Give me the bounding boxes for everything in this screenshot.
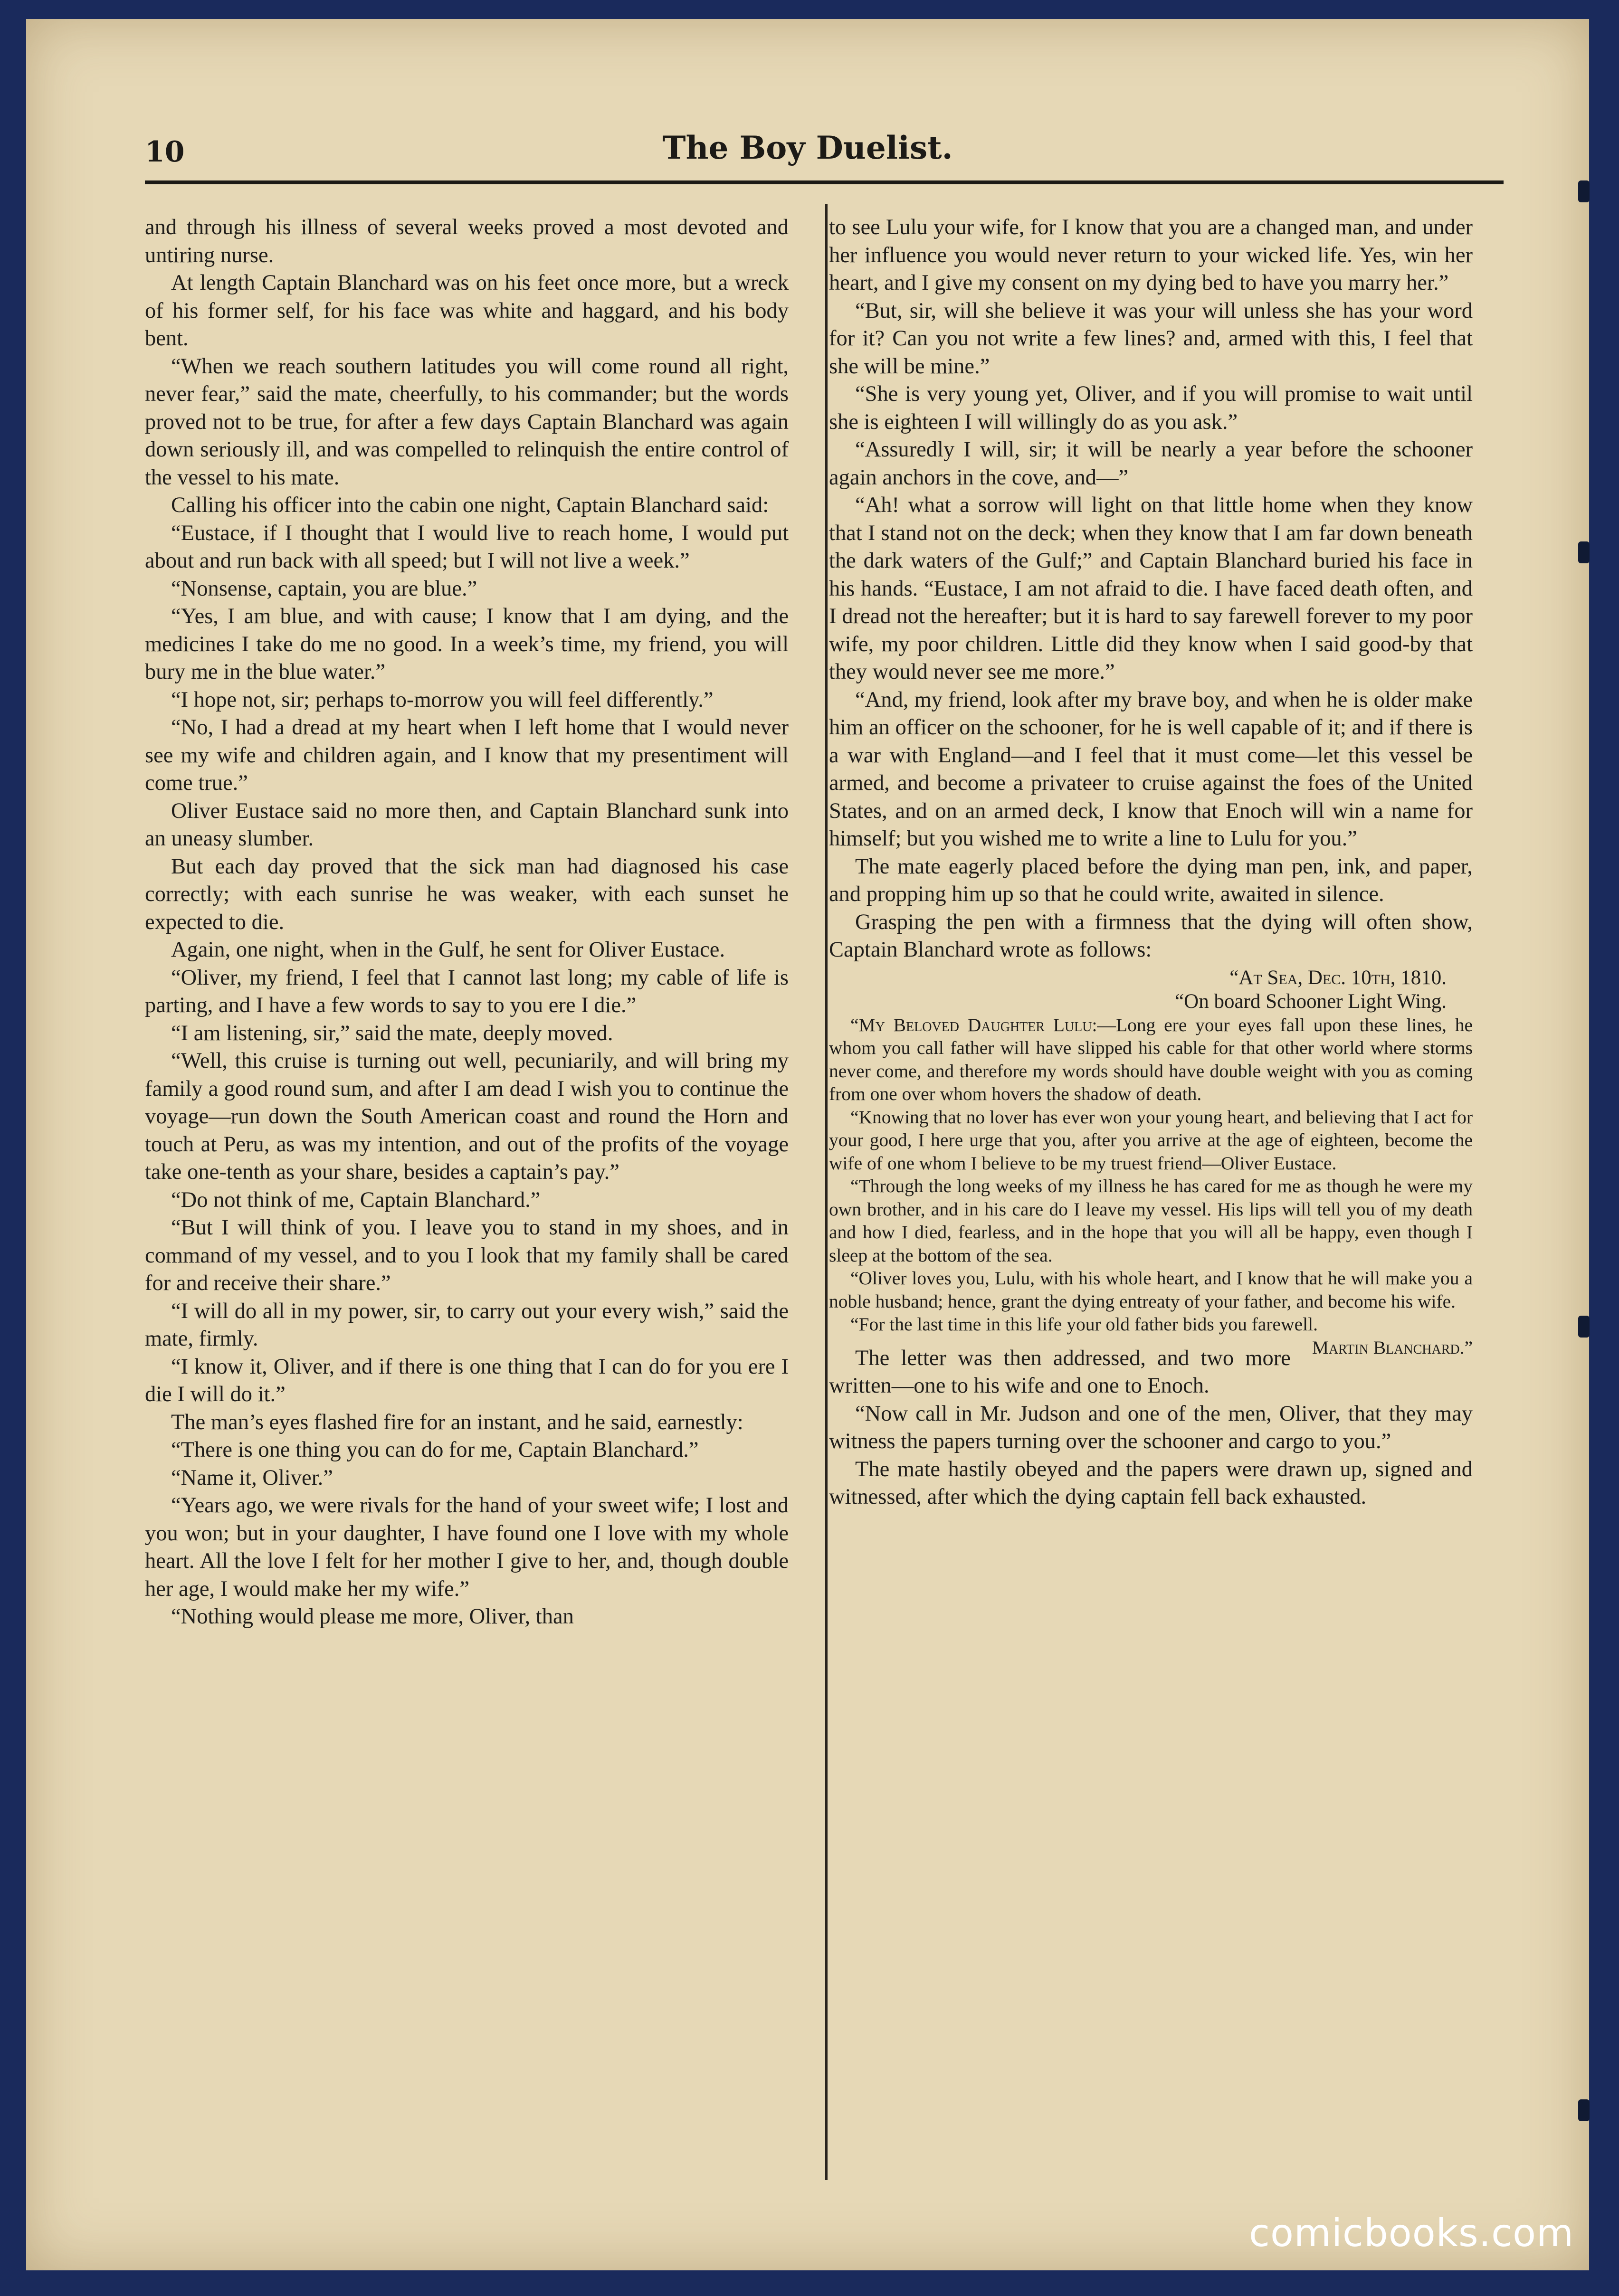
paragraph: to see Lulu your wife, for I know that you are a changed man, and under her influence you would never return to your wicked life. Yes, win her heart, and I give my consent on my dying bed to have you marry her.” <box>829 215 1473 295</box>
paragraph: “Assuredly I will, sir; it will be nearly a year before the schooner again anchors in the cove, and—” <box>829 437 1473 490</box>
letter-paragraph: “Oliver loves you, Lulu, with his whole heart, and I know that he will make you a noble husband; hence, grant the dying entreaty of your father, and become his wife. <box>829 1268 1473 1312</box>
paragraph: Oliver Eustace said no more then, and Captain Blanchard sunk into an uneasy slumber. <box>145 798 789 851</box>
letter-paragraph: “Knowing that no lover has ever won your young heart, and believing that I act for your good, I here urge that you, after you arrive at the age of eighteen, become the wife of one whom I believe to be my truest friend—Oliver Eustace. <box>829 1106 1473 1174</box>
paragraph: “Well, this cruise is turning out well, pecuniarily, and will bring my family a good round sum, and after I am dead I wish you to continue the voyage—run down the South American coast and round the Horn and touch at Peru, as was my intention, and out of the profits of the voyage take one-tenth as your share, besides a captain’s pay.” <box>145 1049 789 1184</box>
letter-paragraph: “Through the long weeks of my illness he has cared for me as though he were my own brother, and in his care do I leave my vessel. His lips will tell you of my death and how I died, fearless, and in the hope that you will all be happy, even though I sleep at the bottom of the sea. <box>829 1176 1473 1266</box>
letter-vessel-line: “On board Schooner Light Wing. <box>1175 990 1447 1013</box>
left-column <box>145 214 789 1631</box>
binding-staple <box>1578 180 1590 202</box>
paragraph: “There is one thing you can do for me, Captain Blanchard.” <box>171 1438 699 1462</box>
paragraph: “No, I had a dread at my heart when I left home that I would never see my wife and children again, and I know that my presentiment will come true.” <box>145 715 789 795</box>
header-rule <box>145 180 1504 184</box>
letter-paragraph <box>829 1014 1473 1106</box>
letter-dateline: “At Sea, Dec. 10th, 1810. <box>1229 966 1447 989</box>
paragraph: “Name it, Oliver.” <box>171 1465 333 1490</box>
paragraph: “Now call in Mr. Judson and one of the men, Oliver, that they may witness the papers turning over the schooner and cargo to you.” <box>829 1401 1473 1453</box>
page-number: 10 <box>145 135 185 169</box>
paragraph: “When we reach southern latitudes you will come round all right, never fear,” said the mate, cheerfully, to his commander; but the words proved not to be true, for after a few days Captain Blanchard was again down seriously ill, and was compelled to relinquish the entire control of the vessel to his mate. <box>145 354 789 490</box>
letter <box>829 966 1473 1358</box>
paragraph: “But, sir, will she believe it was your will unless she has your word for it? Can you not write a few lines? and, armed with this, I feel that she will be mine.” <box>829 298 1473 379</box>
paragraph: The man’s eyes flashed fire for an instant, and he said, earnestly: <box>171 1410 743 1434</box>
paragraph: “Ah! what a sorrow will light on that little home when they know that I stand not on the deck; when they know that I am far down beneath the dark waters of the Gulf;” and Captain Blanchard buried his face in his hands. “Eustace, I am not afraid to die. I have faced death often, and I dread not the hereafter; but it is hard to say farewell forever to my poor wife, my poor children. Little did they know when I said good-by that they would never see me more.” <box>829 493 1473 684</box>
binding-staple <box>1578 1316 1590 1338</box>
letter-closing <box>829 1313 1473 1358</box>
paragraph: Again, one night, when in the Gulf, he sent for Oliver Eustace. <box>171 938 725 962</box>
letter-heading <box>829 966 1473 1014</box>
letter-salutation: “My Beloved Daughter Lulu: <box>850 1014 1097 1035</box>
paragraph: Calling his officer into the cabin one night, Captain Blanchard said: <box>171 493 769 517</box>
paragraph: “Yes, I am blue, and with cause; I know that I am dying, and the medicines I take do me no good. In a week’s time, my friend, you will bury me in the blue water.” <box>145 604 789 684</box>
paragraph: “I hope not, sir; perhaps to-morrow you will feel differently.” <box>171 687 714 712</box>
paragraph: “Eustace, if I thought that I would live to reach home, I would put about and run back with all speed; but I will not live a week.” <box>145 521 789 573</box>
paragraph: “I know it, Oliver, and if there is one thing that I can do for you ere I die I will do it.” <box>145 1354 789 1406</box>
paragraph: The letter was then addressed, and two more written—one to his wife and one to Enoch. <box>829 1346 1291 1398</box>
paragraph: and through his illness of several weeks proved a most devoted and untiring nurse. <box>145 215 789 267</box>
letter-text: “For the last time in this life your old father bids you farewell. <box>850 1314 1318 1335</box>
letter-signature: Martin Blanchard.” <box>1312 1337 1473 1358</box>
paragraph: “Nonsense, captain, you are blue.” <box>171 576 477 601</box>
paragraph: “I am listening, sir,” said the mate, deeply moved. <box>171 1021 613 1045</box>
letter-text: —Long ere your eyes fall upon these lines, he whom you call father will have slipped his cable for that other world where storms never come, and therefore my words should have double weight with you as coming from one over whom hovers the shadow of death. <box>829 1014 1473 1104</box>
paragraph: Grasping the pen with a firmness that the dying will often show, Captain Blanchard wrote as follows: <box>829 910 1473 962</box>
magazine-page <box>26 19 1589 2270</box>
paragraph: “Years ago, we were rivals for the hand of your sweet wife; I lost and you won; but in your daughter, I have found one I love with my whole heart. All the love I felt for her mother I give to her, and, though double her age, I would make her my wife.” <box>145 1493 789 1601</box>
watermark: comicbooks.com <box>1248 2211 1574 2255</box>
paragraph: “She is very young yet, Oliver, and if you will promise to wait until she is eighteen I will willingly do as you ask.” <box>829 382 1473 434</box>
paragraph: The mate hastily obeyed and the papers were drawn up, signed and witnessed, after which the dying captain fell back exhausted. <box>829 1457 1473 1509</box>
binding-staple <box>1578 541 1590 563</box>
paragraph: “Oliver, my friend, I feel that I cannot last long; my cable of life is parting, and I have a few words to say to you ere I die.” <box>145 965 789 1017</box>
binding-staple <box>1578 2099 1590 2121</box>
paragraph: But each day proved that the sick man had diagnosed his case correctly; with each sunrise he was weaker, with each sunset he expected to die. <box>145 854 789 934</box>
paragraph: “Nothing would please me more, Oliver, than <box>171 1604 574 1629</box>
paragraph: At length Captain Blanchard was on his feet once more, but a wreck of his former self, for his face was white and haggard, and his body bent. <box>145 271 789 351</box>
paragraph: “And, my friend, look after my brave boy, and when he is older make him an officer on the schooner, for he is well capable of it; and if there is a war with England—and I feel that it must come—let this vessel be armed, and become a privateer to cruise against the foes of the United States, and on an armed deck, I know that Enoch will win a name for himself; but you wished me to write a line to Lulu for you.” <box>829 687 1473 851</box>
running-title: The Boy Duelist. <box>662 129 953 166</box>
right-column <box>829 214 1473 1511</box>
paragraph: “But I will think of you. I leave you to stand in my shoes, and in command of my vessel, and to you I look that my family shall be cared for and receive their share.” <box>145 1215 789 1295</box>
paragraph: “Do not think of me, Captain Blanchard.” <box>171 1187 541 1212</box>
paragraph: “I will do all in my power, sir, to carry out your every wish,” said the mate, firmly. <box>145 1299 789 1351</box>
paragraph: The mate eagerly placed before the dying man pen, ink, and paper, and propping him up so that he could write, awaited in silence. <box>829 854 1473 906</box>
column-divider <box>825 204 828 2180</box>
